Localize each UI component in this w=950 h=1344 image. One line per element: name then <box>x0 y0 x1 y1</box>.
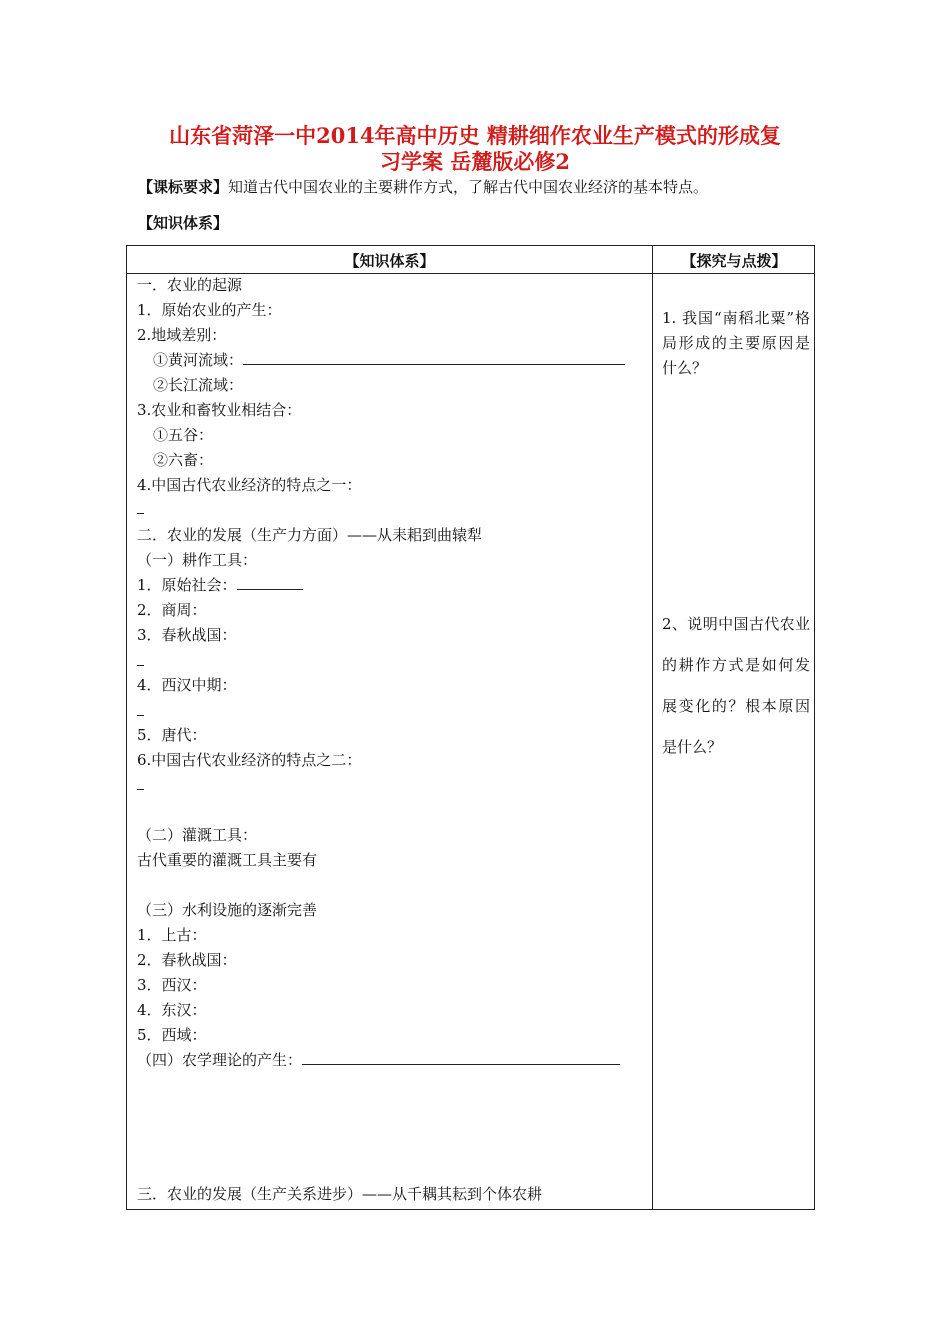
study-table <box>126 245 815 1210</box>
line-2-d-label: （四）农学理论的产生： <box>137 1051 303 1069</box>
column-header-knowledge: 【知识体系】 <box>344 252 435 270</box>
line-2-a4: 4．西汉中期： <box>137 676 237 694</box>
line-2-c2: 2．春秋战国： <box>137 951 237 969</box>
line-2-c: （三）水利设施的逐渐完善 <box>137 901 318 919</box>
answer-blank <box>302 1050 620 1065</box>
answer-dash <box>137 715 144 716</box>
line-1-3a: ①五谷： <box>153 426 214 444</box>
answer-dash <box>137 789 144 790</box>
document-title-line-1: 山东省菏泽一中2014年高中历史 精耕细作农业生产模式的形成复 <box>169 123 781 148</box>
line-2-c1: 1．上古： <box>137 926 207 944</box>
line-1-2a-label: ①黄河流域： <box>153 351 244 369</box>
line-2-a1-label: 1．原始社会： <box>137 576 237 594</box>
document-title-line-2: 习学案 岳麓版必修2 <box>380 149 570 174</box>
line-2-c5: 5．西域： <box>137 1026 207 1044</box>
section-1-heading: 一．农业的起源 <box>137 276 243 294</box>
line-2-a2: 2．商周： <box>137 601 207 619</box>
line-2-c4: 4．东汉： <box>137 1001 207 1019</box>
line-2-a1 <box>137 575 303 595</box>
section-2-heading: 二．农业的发展（生产力方面）——从耒耜到曲辕犁 <box>137 526 483 544</box>
line-1-2b: ②长江流域： <box>153 376 244 394</box>
line-2-b1: 古代重要的灌溉工具主要有 <box>137 851 318 869</box>
line-2-c3: 3．西汉： <box>137 976 207 994</box>
line-1-1: 1．原始农业的产生： <box>137 301 282 319</box>
curriculum-requirement <box>138 177 708 197</box>
knowledge-system-label: 【知识体系】 <box>138 214 229 232</box>
inquiry-question-2: 2、说明中国古代农业的耕作方式是如何发展变化的？根本原因是什么？ <box>662 615 810 756</box>
answer-dash <box>137 513 144 514</box>
answer-blank <box>243 350 625 365</box>
line-2-b: （二）灌溉工具： <box>137 826 258 844</box>
line-2-a3: 3．春秋战国： <box>137 626 237 644</box>
requirement-label: 【课标要求】 <box>138 178 229 196</box>
header-divider <box>127 273 814 274</box>
line-2-a5: 5．唐代： <box>137 726 207 744</box>
line-1-2: 2.地域差别： <box>137 326 227 344</box>
line-2-d <box>137 1050 620 1070</box>
section-3-heading: 三．农业的发展（生产关系进步）——从千耦其耘到个体农耕 <box>137 1185 543 1203</box>
requirement-text: 知道古代中国农业的主要耕作方式，了解古代中国农业经济的基本特点。 <box>228 178 709 196</box>
column-header-inquiry: 【探究与点拨】 <box>681 252 787 270</box>
answer-dash <box>137 665 144 666</box>
column-divider <box>652 246 653 1209</box>
inquiry-question-1: 1. 我国“南稻北粟”格局形成的主要原因是什么？ <box>662 309 810 377</box>
line-2-a6: 6.中国古代农业经济的特点之二： <box>137 751 362 769</box>
line-1-3: 3.农业和畜牧业相结合： <box>137 401 302 419</box>
line-2-a: （一）耕作工具： <box>137 551 258 569</box>
line-1-4: 4.中国古代农业经济的特点之一： <box>137 476 362 494</box>
line-1-2a <box>153 350 625 370</box>
answer-blank <box>237 575 303 590</box>
line-1-3b: ②六畜： <box>153 451 214 469</box>
